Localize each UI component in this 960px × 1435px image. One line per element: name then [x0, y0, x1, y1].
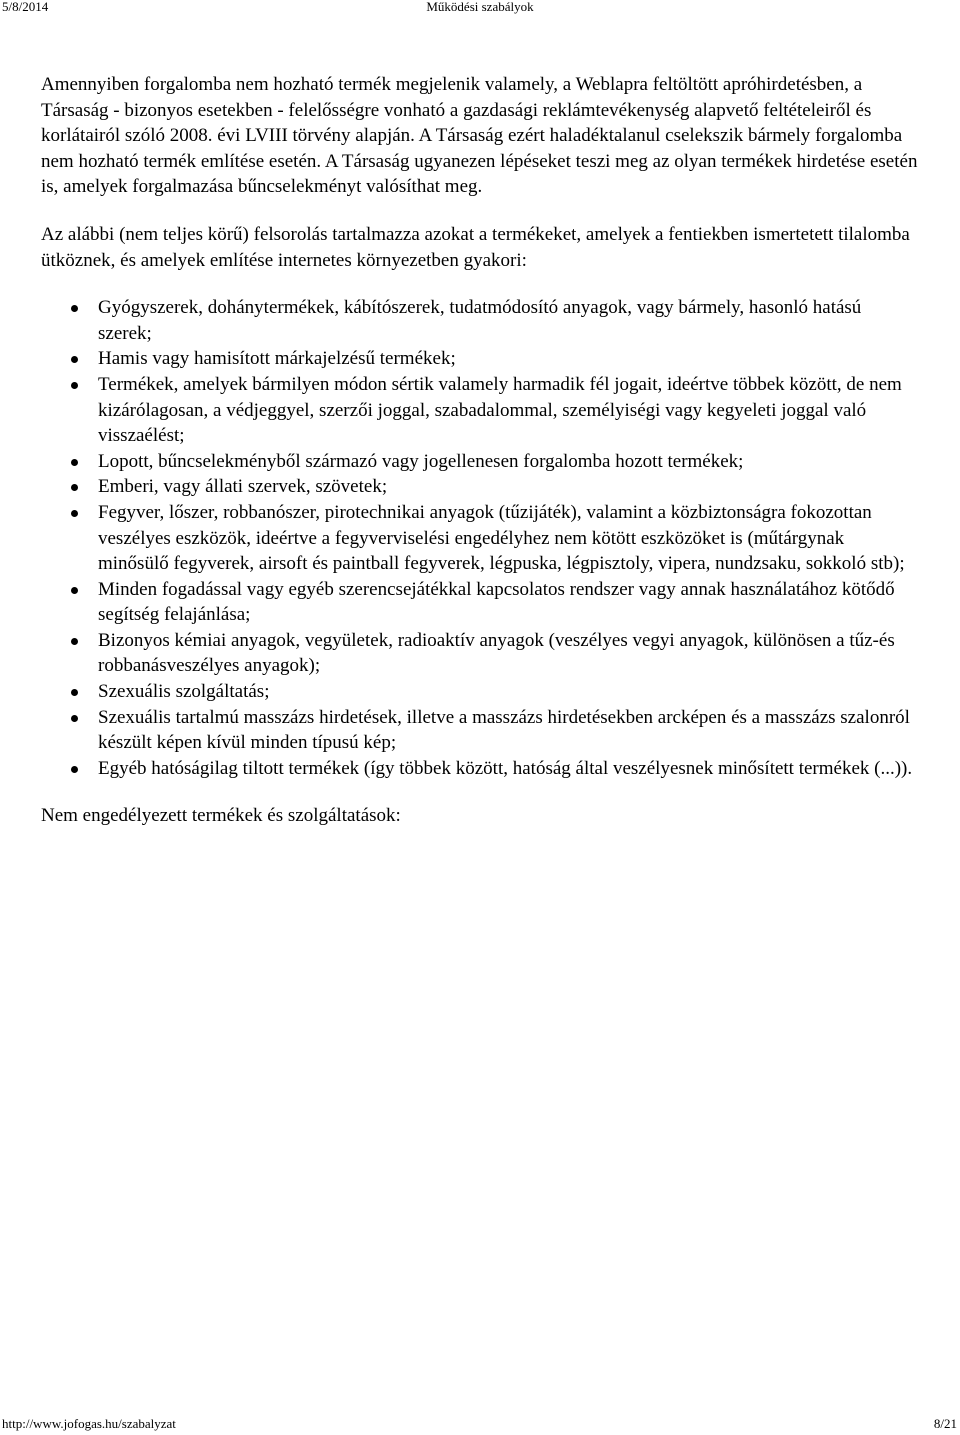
bullet-icon	[71, 638, 78, 645]
list-item-text: Minden fogadással vagy egyéb szerencsejátékkal kapcsolatos rendszer vagy annak használatához kötődő segítség felajánlása;	[98, 578, 895, 626]
bullet-icon	[71, 484, 78, 491]
list-item	[41, 577, 921, 628]
list-item	[41, 500, 921, 577]
list-item-text: Emberi, vagy állati szervek, szövetek;	[98, 476, 388, 498]
list-item-text: Lopott, bűncselekményből származó vagy jogellenesen forgalomba hozott termékek;	[98, 450, 744, 472]
bullet-icon	[71, 715, 78, 722]
list-item	[41, 372, 921, 449]
list-item-text: Egyéb hatóságilag tiltott termékek (így többek között, hatóság által veszélyesnek minősített termékek (...)).	[98, 757, 913, 779]
header-date: 5/8/2014	[2, 0, 49, 14]
footer-url[interactable]: http://www.jofogas.hu/szabalyzat	[2, 1416, 176, 1431]
list-item-text: Hamis vagy hamisított márkajelzésű termékek;	[98, 348, 456, 370]
list-item	[41, 628, 921, 679]
list-item	[41, 705, 921, 756]
list-item	[41, 346, 921, 372]
list-item-text: Termékek, amelyek bármilyen módon sértik valamely harmadik fél jogait, ideértve többek között, de nem kizárólagosan, a védjeggyel, szerzői joggal, szabadalommal, személyiségi vagy kegyeleti joggal való visszaélést;	[98, 373, 902, 447]
section-heading: Nem engedélyezett termékek és szolgáltatások:	[41, 805, 401, 827]
bullet-icon	[71, 689, 78, 696]
list-item	[41, 756, 921, 782]
page-footer	[0, 1417, 960, 1435]
bullet-icon	[71, 459, 78, 466]
list-item	[41, 679, 921, 705]
list-item-text: Szexuális tartalmú masszázs hirdetések, illetve a masszázs hirdetésekben arcképen és a masszázs szalonról készült képen kívül minden típusú kép;	[98, 706, 910, 754]
page-number: 8/21	[933, 1416, 957, 1431]
list-item-text: Gyógyszerek, dohánytermékek, kábítószerek, tudatmódosító anyagok, vagy bármely, hasonló hatású szerek;	[98, 297, 862, 344]
list-item	[41, 295, 921, 346]
document-body	[41, 72, 921, 829]
prohibited-items-list	[41, 295, 921, 781]
bullet-icon	[71, 587, 78, 594]
list-item-text: Fegyver, lőszer, robbanószer, pirotechnikai anyagok (tűzijáték), valamint a közbiztonságra fokozottan veszélyes eszközök, ideértve a fegyverviselési engedélyhez nem kötött eszközöket is (műtárgynak minősülő fegyverek, airsoft és paintball fegyverek, légpuska, légpisztoly, vipera, nundzsaku, sokkoló stb);	[98, 501, 905, 575]
bullet-icon	[71, 305, 78, 312]
list-item	[41, 449, 921, 475]
paragraph-list-intro: Az alábbi (nem teljes körű) felsorolás tartalmazza azokat a termékeket, amelyek a fentiekben ismertetett tilalomba ütköznek, és amelyek említése internetes környezetben gyakori:	[41, 223, 910, 271]
page-header	[0, 0, 960, 20]
bullet-icon	[71, 356, 78, 363]
list-item	[41, 474, 921, 500]
list-item-text: Szexuális szolgáltatás;	[98, 681, 270, 703]
paragraph-liability: Amennyiben forgalomba nem hozható termék megjelenik valamely, a Weblapra feltöltött apróhirdetésben, a Társaság - bizonyos esetekben - felelősségre vonható a gazdasági reklámtevékenység alapvető feltételeiről és korlátairól szóló 2008. évi LVIII törvény alapján. A Társaság ezért haladéktalanul cselekszik bármely forgalomba nem hozható termék említése esetén. A Társaság ugyanezen lépéseket teszi meg az olyan termékek hirdetése esetén is, amelyek forgalmazása bűncselekményt valósíthat meg.	[41, 74, 918, 198]
list-item-text: Bizonyos kémiai anyagok, vegyületek, radioaktív anyagok (veszélyes vegyi anyagok, különösen a tűz-és robbanásveszélyes anyagok);	[98, 629, 895, 677]
bullet-icon	[71, 510, 78, 517]
bullet-icon	[71, 382, 78, 389]
bullet-icon	[71, 766, 78, 773]
header-title: Működési szabályok	[426, 0, 534, 14]
